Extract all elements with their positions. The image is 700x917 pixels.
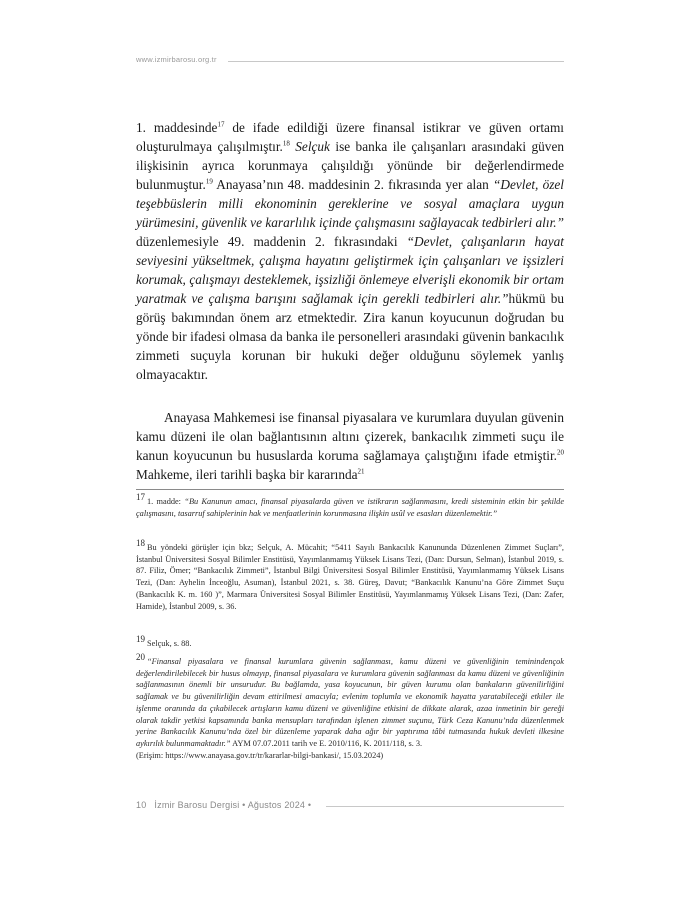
para-2-text-1: Anayasa Mahkemesi ise finansal piyasalara ve kurumlara duyulan güvenin kamu düzeni ile olan bağlantısının altını çizerek, bankacılık zimmeti suçu ile kanun koyucunun bu hususlarda koruma sağlamaya çalıştığını ifade etmiştir.: [136, 410, 564, 463]
para-1-text-7: hükmü bu görüş bakımından önem arz etmektedir. Zira kanun koyucunun doğrudan bu yönde bir ifadesi olmasa da banka ile personelleri arasındaki güvenin bankacılık zimmeti suçuyla korunan bir hukuki değer olduğunu söylemek yanlış olmayacaktır.: [136, 291, 565, 382]
footnote-ref-17[interactable]: 17: [217, 120, 225, 129]
footnote-20-citation: AYM 07.07.2011 tarih ve E. 2010/116, K. 2011/118, s. 3.: [230, 738, 423, 748]
header-divider: [228, 61, 564, 62]
page-number: 10: [136, 800, 147, 810]
para-1-text-1: 1. maddesinde: [136, 120, 218, 135]
footnote-20-access-link[interactable]: (Erişim: https://www.anayasa.gov.tr/tr/kararlar-bilgi-bankasi/, 15.03.2024): [136, 750, 384, 760]
para-1-text-5: Anayasa’nın 48. maddesinin 2. fıkrasında yer alan: [212, 177, 493, 192]
journal-name: İzmir Barosu Dergisi • Ağustos 2024 •: [154, 800, 312, 810]
footnote-17: [136, 492, 565, 519]
footnote-19-number: 19: [136, 634, 145, 645]
page-footer: [136, 800, 311, 810]
para-1-text-2: de ifade edildiği üzere finansal istikrar ve güven ortamı oluşturulmaya çalışılmıştır.: [136, 120, 564, 154]
para-1-quote-article-49: “Devlet, çalışanların hayat seviyesini yükseltmek, çalışma hayatını geliştirmek için çalışanları ve işsizleri korumak, çalışmayı desteklemek, işsizliği önlemeye elverişli ekonomik bir ortam yaratmak ve çalışma barışını sağlamak için gerekli tedbirleri alır.”: [136, 234, 564, 306]
footnote-ref-19[interactable]: 19: [205, 177, 213, 186]
footnote-18-text: Bu yöndeki görüşler için bkz; Selçuk, A. Mücahit; “5411 Sayılı Bankacılık Kanununda Düzenlenen Zimmet Suçları”, İstanbul Üniversitesi Sosyal Bilimler Enstitüsü, Yayımlanmamış Yüksek Lisans Tezi, (Dan: Dursun, Selman), İstanbul 2019, s. 87. Filiz, Ömer; “Bankacılık Zimmeti”, İstanbul Bilgi Üniversitesi Sosyal Bilimler Enstitüsü, Yayımlanmamış Yüksek Lisans Tezi, (Dan: Ayhelin İnceoğlu, Asuman), İstanbul 2021, s. 38. Güreş, Davut; “Bankacılık Kanunu’na Göre Zimmet Suçu (Bankacılık K. m. 160 )”, Marmara Üniversitesi Sosyal Bilimler Enstitüsü, Yayımlanmamış Yüksek Lisans Tezi, (Dan: Zafer, Hamide), İstanbul 2009, s. 36.: [136, 543, 564, 611]
footnote-20-number: 20: [136, 652, 145, 663]
header-url[interactable]: www.izmirbarosu.org.tr: [136, 55, 217, 64]
footnote-18-number: 18: [136, 538, 145, 549]
footnote-19: [136, 634, 564, 650]
footnote-20-quote: “Finansal piyasalara ve finansal kurumlara güvenin sağlanması, kamu düzeni ve güvenliğinin teminindençok değerlendirilebilecek bir husus olmayıp, finansal piyasalara ve kurumlara güvenin sağlanması da kamu düzeni ve güvenliğinin sağlanmasının önemli bir unsurudur. Bu bağlamda, yasa koyucunun, bir güven kurumu olan bankaların güvenilirliğini sağlamak ve bu güvenilirliğin devam ettirilmesi amacıyla; evlenim toplumla ve ekonomik hayatta yaratabileceği etkiler ile işlenme oranında da çıkabilecek artışların kamu düzeni ve güvenliğine etkisini de dikkate alarak, azaa inmetinin bir gereği olarak takdir yetkisi kapsamında banka mensupları tarafından işlenen zimmet suçunu, Türk Ceza Kanunu’nda düzenlenmek yerine Bankacılık Kanunu’nda özel bir düzenleme yaparak daha ağır bir yaptırıma tâbi tutmasında hukuk devleti ilkesine aykırılık bulunmamaktadır.”: [136, 657, 564, 748]
footnote-18: [136, 538, 564, 612]
footer-divider: [326, 806, 564, 807]
footnote-ref-18[interactable]: 18: [282, 139, 290, 148]
body-paragraph-1: [136, 118, 564, 384]
para-1-text-4: ise banka ile çalışanları arasındaki güven ilişkisinin ayrıca korunmaya çalışıldığı yönünde bir değerlendirmede bulunmuştur.: [136, 139, 564, 192]
footnote-ref-21[interactable]: 21: [357, 467, 365, 476]
footnote-19-text: Selçuk, s. 88.: [147, 639, 192, 648]
footnote-divider: [136, 489, 564, 490]
footnote-20: [136, 652, 564, 761]
para-1-quote-article-48: “Devlet, özel teşebbüslerin milli ekonominin gereklerine ve sosyal amaçlara uygun yürümesini, güvenlik ve kararlılık içinde çalışmasını sağlayacak tedbirleri alır.”: [136, 177, 564, 230]
footnote-ref-20[interactable]: 20: [557, 448, 564, 457]
footnote-17-quote: “Bu Kanunun amacı, finansal piyasalarda güven ve istikrarın sağlanmasını, kredi sisteminin etkin bir şekilde çalışmasını, tasarruf sahiplerinin hak ve menfaatlerinin korunmasına ilişkin usûl ve esasları düzenlemektir.”: [136, 497, 565, 518]
footnote-17-number: 17: [136, 492, 145, 503]
para-1-text-6: düzenlemesiyle 49. maddenin 2. fıkrasındaki: [136, 234, 407, 249]
body-paragraph-2: [136, 408, 564, 484]
footnote-17-text: 1. madde:: [147, 497, 185, 506]
para-1-italic-selcuk: Selçuk: [295, 139, 330, 154]
para-2-text-2: Mahkeme, ileri tarihli başka bir kararında: [136, 467, 358, 482]
